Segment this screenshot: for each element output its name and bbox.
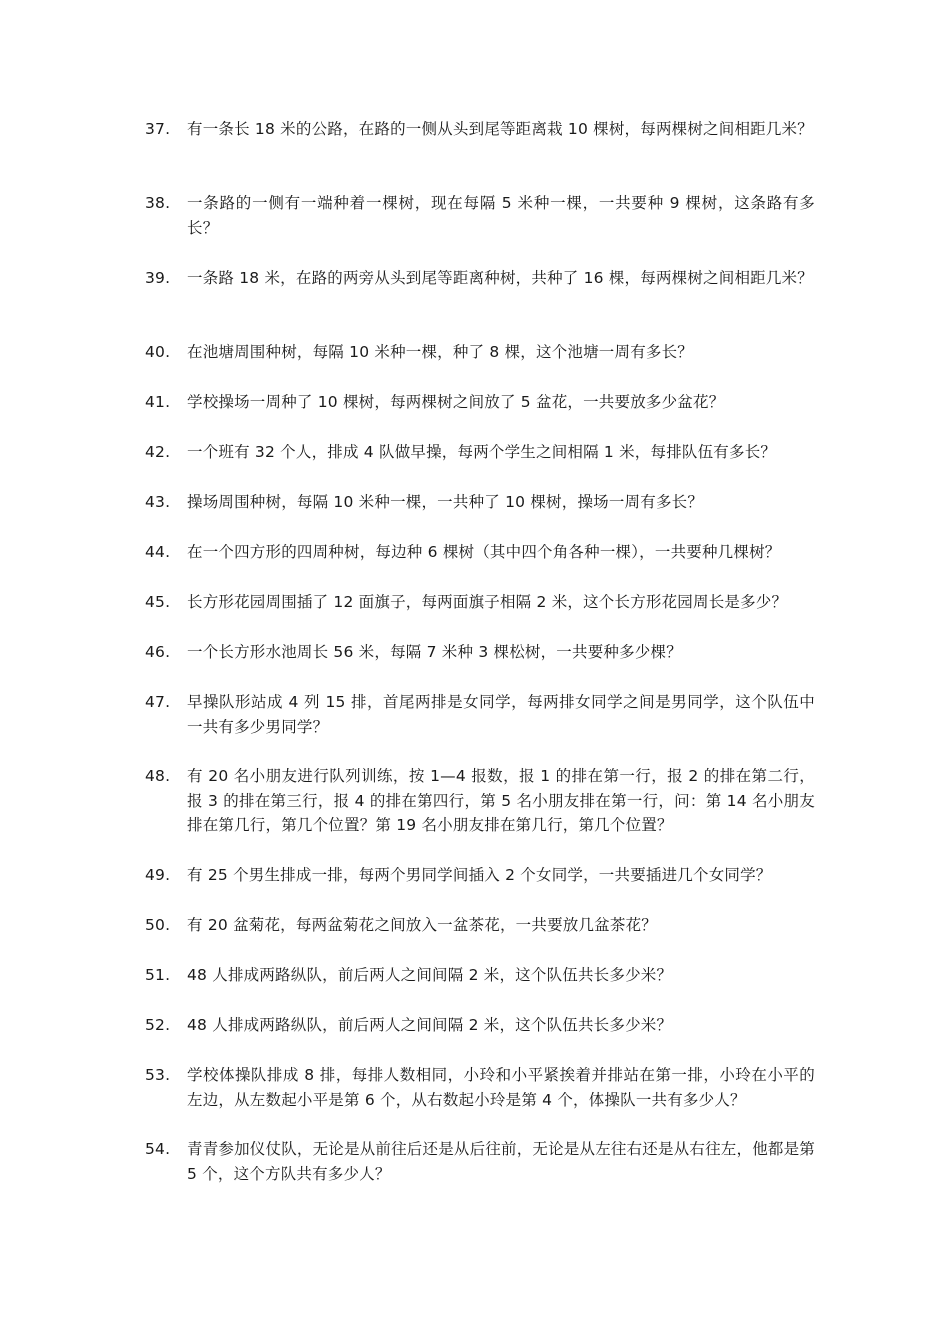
problem-41 bbox=[145, 390, 815, 415]
problem-number: 52. bbox=[145, 1016, 171, 1034]
problem-text: 青青参加仪仗队，无论是从前往后还是从后往前，无论是从左往右还是从右往左，他都是第 5 个，这个方队共有多少人？ bbox=[187, 1140, 816, 1183]
problem-text: 一个长方形水池周长 56 米，每隔 7 米种 3 棵松树，一共要种多少棵？ bbox=[187, 643, 682, 661]
problem-text: 早操队形站成 4 列 15 排，首尾两排是女同学，每两排女同学之间是男同学，这个队伍中一共有多少男同学？ bbox=[187, 693, 815, 736]
problem-text: 有 25 个男生排成一排，每两个男同学间插入 2 个女同学，一共要插进几个女同学？ bbox=[187, 866, 772, 884]
problem-45 bbox=[145, 590, 815, 615]
problem-38 bbox=[145, 191, 815, 240]
problem-text: 学校体操队排成 8 排，每排人数相同，小玲和小平紧挨着并排站在第一排，小玲在小平的左边，从左数起小平是第 6 个，从右数起小玲是第 4 个，体操队一共有多少人？ bbox=[187, 1066, 815, 1109]
problem-46 bbox=[145, 640, 815, 665]
problem-number: 41. bbox=[145, 393, 171, 411]
problem-text: 操场周围种树，每隔 10 米种一棵，一共种了 10 棵树，操场一周有多长？ bbox=[187, 493, 704, 511]
problem-text: 一个班有 32 个人，排成 4 队做早操，每两个学生之间相隔 1 米，每排队伍有多长？ bbox=[187, 443, 777, 461]
problem-51 bbox=[145, 963, 815, 988]
problem-number: 51. bbox=[145, 966, 171, 984]
problem-number: 53. bbox=[145, 1066, 171, 1084]
problem-text: 有 20 盆菊花，每两盆菊花之间放入一盆茶花，一共要放几盆茶花？ bbox=[187, 916, 657, 934]
problem-text: 有 20 名小朋友进行队列训练，按 1—4 报数，报 1 的排在第一行，报 2 的排在第二行，报 3 的排在第三行，报 4 的排在第四行，第 5 名小朋友排在第一行，问：第 14 名小朋友排在第几行，第几个位置？第 19 名小朋友排在第几行，第几个位置？ bbox=[187, 767, 815, 834]
problem-number: 50. bbox=[145, 916, 171, 934]
problem-47 bbox=[145, 690, 815, 739]
problem-52 bbox=[145, 1013, 815, 1038]
problem-number: 44. bbox=[145, 543, 171, 561]
problem-text: 在池塘周围种树，每隔 10 米种一棵，种了 8 棵，这个池塘一周有多长？ bbox=[187, 343, 693, 361]
problem-43 bbox=[145, 490, 815, 515]
problem-37 bbox=[145, 117, 815, 142]
problem-48 bbox=[145, 764, 815, 838]
problem-number: 39. bbox=[145, 269, 171, 287]
problem-text: 在一个四方形的四周种树，每边种 6 棵树（其中四个角各种一棵），一共要种几棵树？ bbox=[187, 543, 781, 561]
problem-50 bbox=[145, 913, 815, 938]
problem-number: 42. bbox=[145, 443, 171, 461]
problem-text: 学校操场一周种了 10 棵树，每两棵树之间放了 5 盆花，一共要放多少盆花？ bbox=[187, 393, 725, 411]
problem-number: 43. bbox=[145, 493, 171, 511]
problem-39 bbox=[145, 266, 815, 291]
problem-number: 54. bbox=[145, 1140, 171, 1158]
problem-number: 38. bbox=[145, 194, 171, 212]
problem-54 bbox=[145, 1137, 815, 1186]
problem-text: 有一条长 18 米的公路，在路的一侧从头到尾等距离栽 10 棵树，每两棵树之间相距几米？ bbox=[187, 120, 813, 138]
problem-number: 37. bbox=[145, 120, 171, 138]
problem-text: 长方形花园周围插了 12 面旗子，每两面旗子相隔 2 米，这个长方形花园周长是多少？ bbox=[187, 593, 788, 611]
problem-53 bbox=[145, 1063, 815, 1112]
problem-44 bbox=[145, 540, 815, 565]
problem-40 bbox=[145, 340, 815, 365]
problem-number: 48. bbox=[145, 767, 171, 785]
problem-text: 48 人排成两路纵队，前后两人之间间隔 2 米，这个队伍共长多少米？ bbox=[187, 1016, 673, 1034]
problem-number: 40. bbox=[145, 343, 171, 361]
problem-number: 47. bbox=[145, 693, 171, 711]
problem-text: 一条路的一侧有一端种着一棵树，现在每隔 5 米种一棵，一共要种 9 棵树，这条路有多长？ bbox=[187, 194, 815, 237]
problem-42 bbox=[145, 440, 815, 465]
problem-number: 46. bbox=[145, 643, 171, 661]
problem-49 bbox=[145, 863, 815, 888]
problem-text: 48 人排成两路纵队，前后两人之间间隔 2 米，这个队伍共长多少米？ bbox=[187, 966, 673, 984]
problem-text: 一条路 18 米，在路的两旁从头到尾等距离种树，共种了 16 棵，每两棵树之间相距几米？ bbox=[187, 269, 813, 287]
problem-number: 45. bbox=[145, 593, 171, 611]
problem-number: 49. bbox=[145, 866, 171, 884]
